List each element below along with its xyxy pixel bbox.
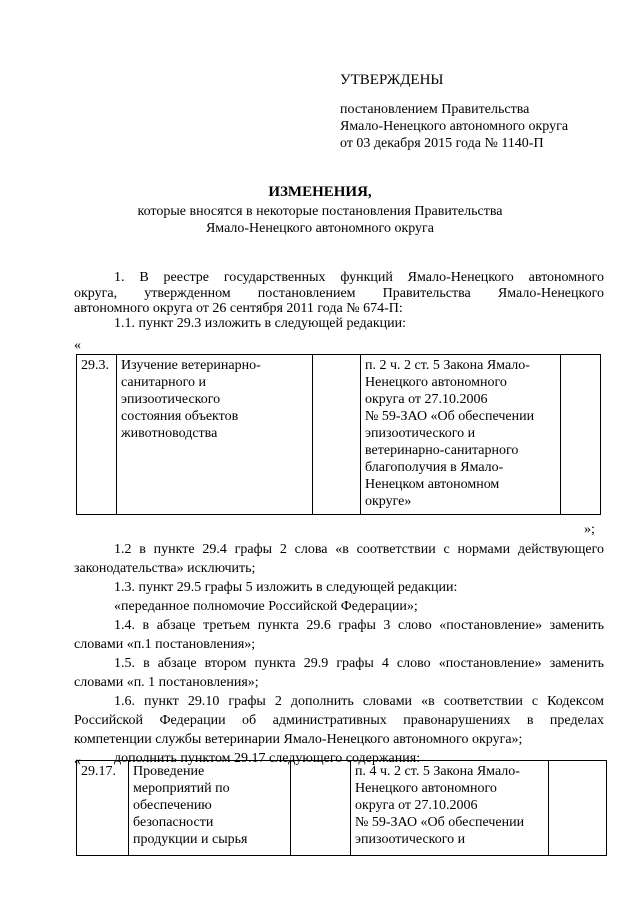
approval-line: Ямало-Ненецкого автономного округа [340,119,569,134]
functions-table-1 [76,354,601,515]
quote-open-2: « [74,754,81,769]
text-line: 1. В реестре государственных функций Ямало-Ненецкого автономного [114,270,604,285]
cell-empty [561,355,601,515]
table-row [77,355,601,515]
text-line: 1.1. пункт 29.3 изложить в следующей редакции: [114,316,406,331]
quote-open-1: « [74,338,81,353]
approval-block [340,72,568,152]
text-line: 1.2 в пункте 29.4 графы 2 слова «в соответствии с нормами действующего [114,542,604,557]
cell-empty [549,761,607,856]
functions-table-2 [76,760,607,856]
approval-line: постановлением Правительства [340,102,530,117]
document-subtitle: которые вносятся в некоторые постановления Правительства [137,204,503,219]
text-line: компетенции службы ветеринарии Ямало-Ненецкого автономного округа»; [74,732,523,747]
cell-function-name: Проведение мероприятий по обеспечению безопасности продукции и сырья [129,761,291,856]
text-line: «переданное полномочие Российской Федерации»; [114,599,418,614]
quote-close-1: »; [584,522,595,537]
document-subtitle: Ямало-Ненецкого автономного округа [205,221,435,236]
text-line: автономного округа от 26 сентября 2011 года № 674-П: [74,301,403,316]
text-line: законодательства» исключить; [74,561,256,576]
cell-number: 29.17. [77,761,129,856]
paragraph-1 [78,270,604,285]
cell-number: 29.3. [77,355,117,515]
text-line: словами «п. 1 постановления»; [74,675,259,690]
paragraph-1-cont [74,286,604,331]
document-title: ИЗМЕНЕНИЯ, [268,184,372,200]
text-line: 1.6. пункт 29.10 графы 2 дополнить словами «в соответствии с Кодексом [114,694,604,709]
cell-empty [291,761,351,856]
text-line: словами «п.1 постановления»; [74,637,256,652]
text-line: дополнить пунктом 29.17 следующего содержания: [114,751,421,766]
approval-line: от 03 декабря 2015 года № 1140-П [340,136,544,151]
cell-legal-basis: п. 4 ч. 2 ст. 5 Закона Ямало- Ненецкого автономного округа от 27.10.2006 № 59-ЗАО «Об обеспечении эпизоотического и [351,761,549,856]
paragraph-2 [74,540,604,768]
cell-empty [313,355,361,515]
cell-function-name: Изучение ветеринарно- санитарного и эпизоотического состояния объектов животноводства [117,355,313,515]
text-line: 1.3. пункт 29.5 графы 5 изложить в следующей редакции: [114,580,458,595]
text-line: 1.5. в абзаце втором пункта 29.9 графы 4 слово «постановление» заменить [114,656,604,671]
text-line: 1.4. в абзаце третьем пункта 29.6 графы 3 слово «постановление» заменить [114,618,604,633]
text-line: округа, утвержденном постановлением Правительства Ямало-Ненецкого [74,286,604,301]
text-line: Российской Федерации об административных правонарушениях в пределах [74,713,604,728]
approval-heading: УТВЕРЖДЕНЫ [340,72,444,88]
cell-legal-basis: п. 2 ч. 2 ст. 5 Закона Ямало- Ненецкого автономного округа от 27.10.2006 № 59-ЗАО «Об обеспечении эпизоотического и ветеринарно-санитарного благополучия в Ямало- Ненецком автономном округе» [361,355,561,515]
table-row [77,761,607,856]
